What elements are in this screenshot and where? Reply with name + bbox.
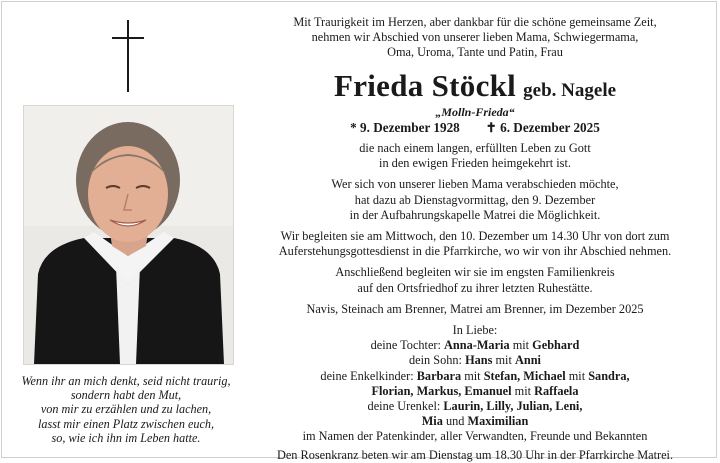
burial-line: auf den Ortsfriedhof zu ihrer letzten Ruhestätte. <box>357 280 593 295</box>
mourner-line-daughter <box>250 338 700 353</box>
mourner-prefix: deine Urenkel: <box>367 399 441 414</box>
verse-line: lasst mir einen Platz zwischen euch, <box>37 416 215 431</box>
mourner-name: Florian, Markus, Emanuel <box>371 383 512 398</box>
mourner-line-grandchildren-2 <box>250 384 700 399</box>
viewing-line: hat dazu ab Dienstagvormittag, den 9. Dezember <box>354 192 596 207</box>
mourner-name: Laurin, Lilly, Julian, Leni, <box>443 399 583 414</box>
place-date: Navis, Steinach am Brenner, Matrei am Brenner, im Dezember 2025 <box>306 301 644 316</box>
deceased-name-row <box>250 69 700 109</box>
viewing-line: Wer sich von unserer lieben Mama verabschieden möchte, <box>331 177 619 192</box>
nickname: „Molln-Frieda“ <box>435 104 515 119</box>
mourner-name: Anna-Maria <box>444 338 510 353</box>
mourner-connector: mit <box>568 368 586 383</box>
birth-date: * 9. Dezember 1928 <box>350 119 460 135</box>
verse-line: von mir zu erzählen und zu lachen, <box>40 402 212 417</box>
deceased-name: Frieda Stöckl <box>333 67 517 103</box>
verse-line: sondern habt den Mut, <box>70 388 182 403</box>
mourner-name: Maximilian <box>467 414 529 429</box>
viewing-line: in der Aufbahrungskapelle Matrei die Möglichkeit. <box>349 207 601 222</box>
mourner-name: Mia <box>421 414 443 429</box>
mourner-prefix: dein Sohn: <box>409 353 462 368</box>
mourner-connector: mit <box>514 383 532 398</box>
mourner-name: Stefan, Michael <box>483 368 566 383</box>
birth-name: geb. Nagele <box>523 79 617 101</box>
mourner-line-grandchildren <box>250 369 700 384</box>
mourner-name: Sandra, <box>588 368 630 383</box>
mourner-connector: mit <box>464 368 481 383</box>
mourner-name: Hans <box>465 353 493 368</box>
mourner-name: Raffaela <box>534 383 579 398</box>
mourner-line-great-grandchildren-2 <box>250 414 700 429</box>
mourner-prefix: deine Enkelkinder: <box>320 368 414 383</box>
funeral-line: Auferstehungsgottesdienst in die Pfarrkirche, wo wir von ihr Abschied nehmen. <box>278 244 672 259</box>
intro-line: Oma, Uroma, Tante und Patin, Frau <box>387 45 563 60</box>
verse-line: Wenn ihr an mich denkt, seid nicht traurig, <box>21 374 231 388</box>
mourner-connector: mit <box>495 353 512 368</box>
mourner-connector: und <box>445 414 465 429</box>
portrait-photo <box>24 106 233 364</box>
intro-line: nehmen wir Abschied von unserer lieben Mama, Schwiegermama, <box>311 30 639 45</box>
life-dates <box>250 120 700 135</box>
burial-line: Anschließend begleiten wir sie im engsten Familienkreis <box>335 265 615 280</box>
intro-line: Mit Traurigkeit im Herzen, aber dankbar für die schöne gemeinsame Zeit, <box>293 15 657 29</box>
mourner-line-great-grandchildren <box>250 399 700 414</box>
rosary-line: Den Rosenkranz beten wir am Dienstag um 18.30 Uhr in der Pfarrkirche Matrei. <box>276 447 674 462</box>
mourner-prefix: deine Tochter: <box>370 338 441 353</box>
memorial-verse <box>6 374 246 445</box>
mourners-heading: In Liebe: <box>452 323 498 338</box>
passing-line: die nach einem langen, erfüllten Leben zu Gott <box>359 141 591 156</box>
notice-text <box>250 15 700 463</box>
cross-icon <box>112 20 144 92</box>
verse-line: so, wie ich ihn im Leben hatte. <box>51 430 201 445</box>
mourner-name: Anni <box>514 353 541 368</box>
mourner-name: Gebhard <box>532 338 580 353</box>
mourner-line-son <box>250 353 700 368</box>
godchildren-line: im Namen der Patenkinder, aller Verwandten, Freunde und Bekannten <box>302 429 648 444</box>
death-date: ✝ 6. Dezember 2025 <box>485 119 600 135</box>
mourner-connector: mit <box>512 338 530 353</box>
funeral-line: Wir begleiten sie am Mittwoch, den 10. Dezember um 14.30 Uhr von dort zum <box>280 229 670 244</box>
mourner-name: Barbara <box>416 368 462 383</box>
passing-line: in den ewigen Frieden heimgekehrt ist. <box>379 156 571 171</box>
